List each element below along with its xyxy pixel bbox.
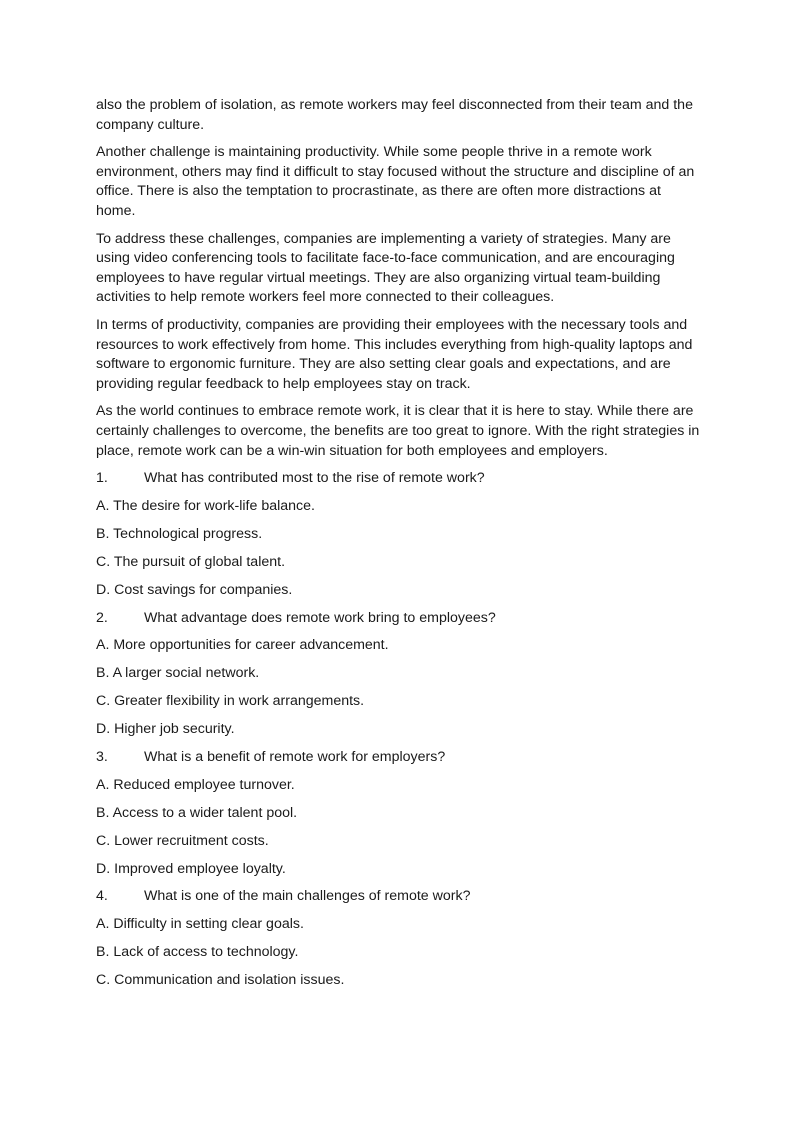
answer-option: B. A larger social network. (96, 665, 260, 682)
answer-option: C. Greater flexibility in work arrangements. (96, 693, 365, 710)
answer-option: D. Cost savings for companies. (96, 581, 293, 598)
paragraph: As the world continues to embrace remote work, it is clear that it is here to stay. While there are certainly challenges to overcome, the benefits are too great to ignore. With the right strategies in place, remote work can be a win-win situation for both employees and employers. (96, 403, 700, 459)
question-block (96, 748, 700, 879)
question (96, 609, 700, 629)
answer-option: A. The desire for work-life balance. (96, 497, 315, 514)
answer-option: A. Reduced employee turnover. (96, 776, 295, 793)
question-text: What is a benefit of remote work for employers? (144, 749, 446, 765)
question-text: What advantage does remote work bring to employees? (144, 609, 496, 626)
answer-option: C. Lower recruitment costs. (96, 832, 269, 849)
paragraph: also the problem of isolation, as remote workers may feel disconnected from their team and the company culture. (96, 97, 693, 133)
answer-option: D. Higher job security. (96, 721, 235, 738)
answer-option: C. Communication and isolation issues. (96, 972, 345, 989)
question (96, 469, 700, 489)
answer-option: B. Technological progress. (96, 525, 263, 542)
question (96, 748, 700, 768)
question-text: What has contributed most to the rise of remote work? (144, 470, 485, 487)
answer-option: D. Improved employee loyalty. (96, 860, 286, 877)
question-number: 2. (96, 609, 108, 626)
question-number: 4. (96, 888, 108, 905)
answer-option: B. Lack of access to technology. (96, 944, 299, 961)
answer-option: C. The pursuit of global talent. (96, 553, 286, 570)
question-block (96, 609, 700, 740)
answer-option: A. More opportunities for career advancement. (96, 637, 389, 654)
question (96, 887, 700, 907)
paragraph: Another challenge is maintaining productivity. While some people thrive in a remote work environment, others may find it difficult to stay focused without the structure and discipline of an office. There is also the temptation to procrastinate, as there are often more distractions at home. (96, 144, 695, 219)
answer-option: B. Access to a wider talent pool. (96, 804, 298, 821)
question-block (96, 887, 700, 990)
answer-option: A. Difficulty in setting clear goals. (96, 916, 304, 933)
question-text: What is one of the main challenges of remote work? (144, 888, 471, 905)
paragraph: In terms of productivity, companies are providing their employees with the necessary tools and resources to work effectively from home. This includes everything from high-quality laptops and software to ergonomic furniture. They are also setting clear goals and expectations, and are providing regular feedback to help employees stay on track. (96, 316, 693, 392)
question-number: 3. (96, 749, 108, 765)
question-number: 1. (96, 470, 108, 487)
document-page (96, 96, 700, 999)
question-block (96, 469, 700, 600)
paragraph: To address these challenges, companies are implementing a variety of strategies. Many are using video conferencing tools to facilitate face-to-face communication, and are encouraging employees to have regular virtual meetings. They are also organizing virtual team-building activities to help remote workers feel more connected to their colleagues. (96, 230, 675, 306)
